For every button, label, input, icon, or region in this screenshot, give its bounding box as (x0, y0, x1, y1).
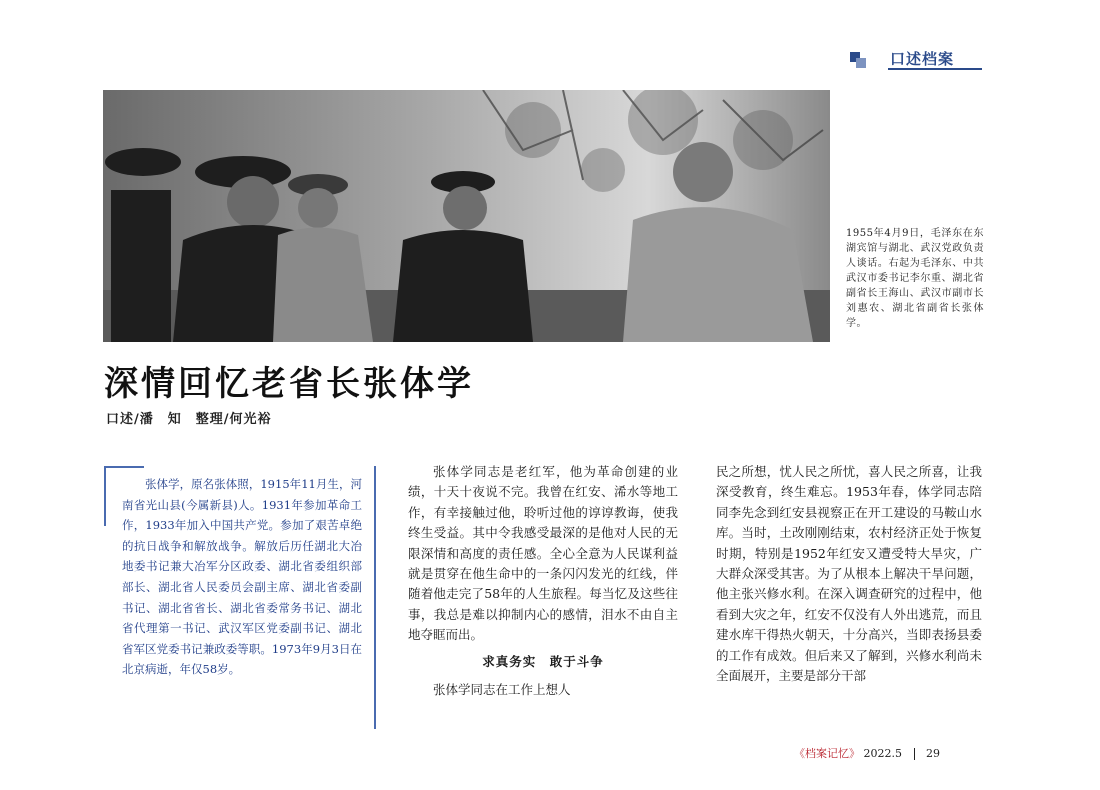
body-paragraph: 民之所想，忧人民之所忧，喜人民之所喜，让我深受教育，终生难忘。1953年春，体学同志陪同李先念到红安县视察正在开工建设的马鞍山水库。当时，土改刚刚结束，农村经济正处于恢复时期，特别是1952年红安又遭受特大旱灾，广大群众深受其害。为了从根本上解决干旱问题，他主张兴修水利。在深入调查研究的过程中，他看到大灾之年，红安不仅没有人外出逃荒，而且建水库干得热火朝天，十分高兴，当即表扬县委的工作有成效。但后来又了解到，兴修水利尚未全面展开，主要是部分干部 (716, 464, 982, 684)
bio-paragraph: 张体学，原名张体照，1915年11月生，河南省光山县(今属新县)人。1931年参加革命工作，1933年加入中国共产党。参加了艰苦卓绝的抗日战争和解放战争。解放后历任湖北大冶地委书记兼大冶军分区政委、湖北省委组织部部长、湖北省人民委员会副主席、湖北省委副书记、湖北省省长、湖北省委常务书记、湖北省代理第一书记、武汉军区党委副书记、湖北省军区党委书记兼政委等职。1973年9月3日在北京病逝，年仅58岁。 (122, 477, 362, 677)
journal-name: 《档案记忆》 (794, 747, 860, 760)
body-column-2 (716, 462, 982, 686)
footer-divider (914, 748, 915, 760)
historical-photo (103, 90, 830, 342)
article-title: 深情回忆老省长张体学 (104, 364, 474, 404)
page-number: 29 (926, 747, 940, 760)
bio-text (122, 474, 362, 680)
byline: 口述/潘 知 整理/何光裕 (106, 412, 272, 427)
section-label: 口述档案 (890, 50, 955, 68)
bio-border-top (104, 466, 144, 468)
body-column-1 (408, 462, 678, 700)
issue-number: 2022.5 (863, 747, 902, 760)
bio-border-left (104, 466, 106, 526)
photo-caption: 1955年4月9日，毛泽东在东湖宾馆与湖北、武汉党政负责人谈话。右起为毛泽东、中共武汉市委书记李尔重、湖北省副省长王海山、武汉市副市长刘惠农、湖北省副省长张体学。 (846, 228, 984, 329)
subheading: 求真务实 敢于斗争 (482, 653, 604, 669)
section-tag (850, 48, 982, 70)
bio-border-right (374, 466, 376, 729)
page-footer (794, 745, 940, 761)
photo-image (103, 90, 830, 342)
section-rule (888, 68, 982, 70)
section-marker-icon-shadow (856, 58, 866, 68)
body-paragraph: 张体学同志是老红军，他为革命创建的业绩，十天十夜说不完。我曾在红安、浠水等地工作，有幸接触过他，聆听过他的谆谆教诲，使我终生受益。其中令我感受最深的是他对人民的无限深情和高度的责任感。全心全意为人民谋利益就是贯穿在他生命中的一条闪闪发光的红线，伴随着他走完了58年的人生旅程。每当忆及这些往事，我总是难以抑制内心的感情，泪水不由自主地夺眶而出。 (408, 464, 678, 643)
body-paragraph: 张体学同志在工作上想人 (433, 682, 571, 698)
bio-box (104, 466, 376, 729)
